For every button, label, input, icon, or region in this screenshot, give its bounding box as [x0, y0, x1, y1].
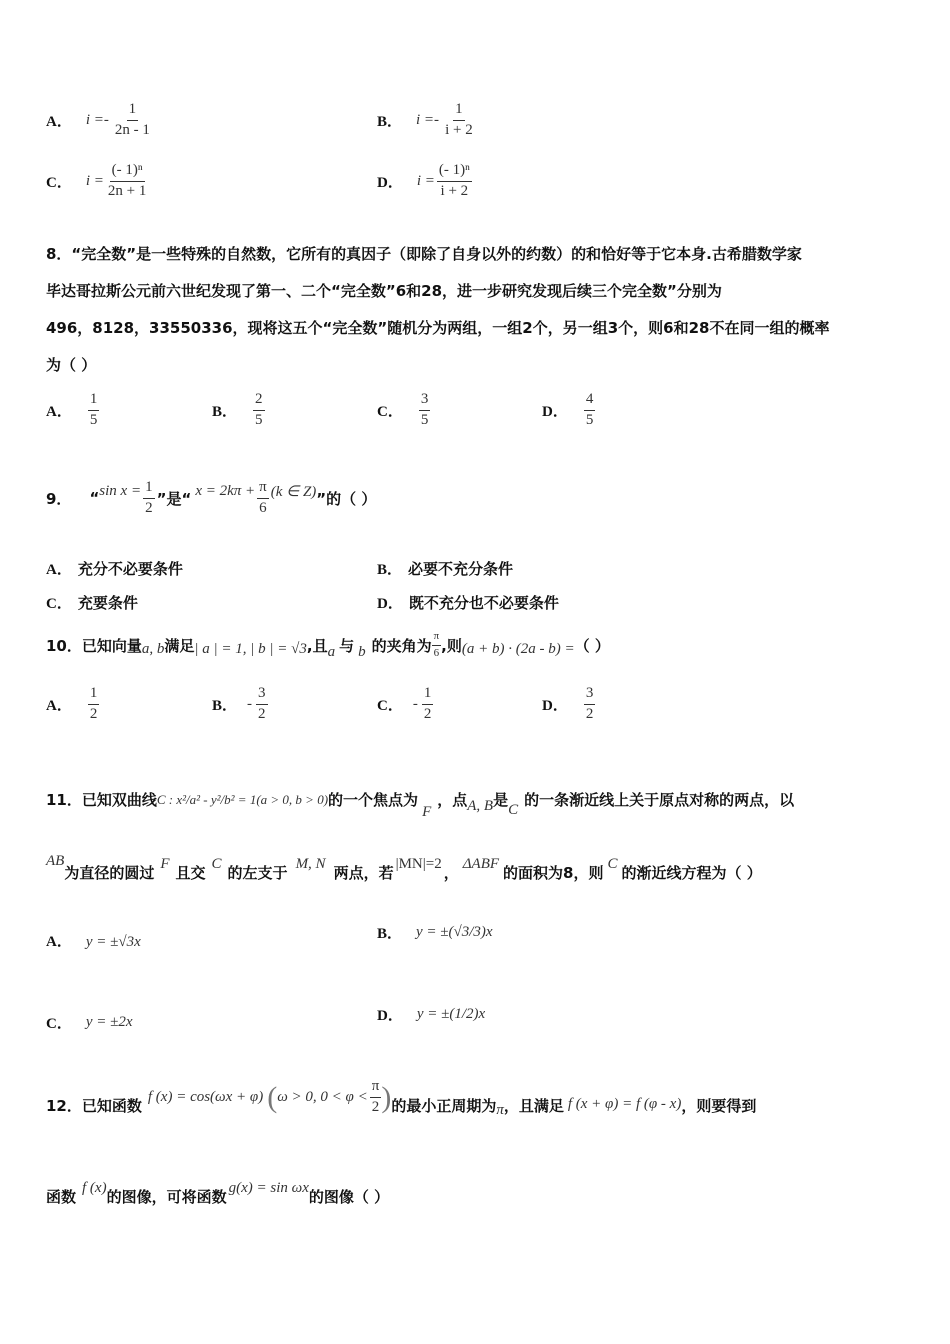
question-text-line: 为（ ） — [46, 356, 97, 374]
option-label: A． — [46, 934, 72, 950]
fraction-numerator: 2 — [253, 392, 265, 411]
question-11-line-2 — [46, 846, 762, 883]
question-text-line: 8．“完全数”是一些特殊的自然数，它所有的真因子（即除了自身以外的约数）的和恰好等于它本身.古希腊数学家 — [46, 245, 802, 263]
option-label: D． — [377, 596, 403, 612]
fraction — [443, 102, 475, 139]
fraction-numerator: 1 — [453, 102, 465, 121]
math-expression: g(x) = sin ωx — [228, 1180, 309, 1196]
option-label: B． — [377, 926, 403, 942]
math-expression: C : x²/a² - y²/b² = 1(a > 0, b > 0) — [156, 791, 329, 807]
question-10 — [46, 630, 610, 661]
math-expression: π — [496, 1102, 504, 1118]
question-text: 的夹角为 — [371, 637, 432, 655]
math-expression: A, B — [467, 798, 494, 814]
option-label: A． — [46, 562, 72, 578]
fraction-numerator: 1 — [88, 392, 100, 411]
q8-option-d[interactable] — [542, 392, 595, 429]
question-text: ， — [443, 864, 459, 882]
fraction-denominator: 2 — [585, 705, 594, 722]
fraction-denominator: 2 — [423, 705, 432, 722]
question-text: 且交 — [175, 864, 206, 882]
question-text: 函数 — [46, 1188, 77, 1206]
question-text: 的一条渐近线上关于原点对称的两点，以 — [524, 791, 795, 809]
q11-option-d[interactable] — [377, 1004, 485, 1025]
question-text: ”是“ — [156, 489, 192, 508]
fraction — [584, 392, 596, 429]
question-text: 的最小正周期为 — [391, 1097, 497, 1115]
option-label: D． — [542, 403, 568, 420]
fraction-denominator: 5 — [255, 411, 263, 428]
fraction — [256, 686, 268, 723]
question-text: 的图像，可将函数 — [106, 1188, 227, 1206]
math-expression: x = 2kπ + — [195, 482, 256, 499]
fraction — [584, 686, 596, 723]
fraction-denominator: i + 2 — [445, 121, 473, 138]
q7-option-a[interactable] — [46, 102, 152, 139]
fraction-denominator: i + 2 — [440, 182, 469, 199]
question-text: 两点，若 — [333, 864, 394, 882]
question-text-line: 毕达哥拉斯公元前六世纪发现了第一、二个“完全数”6和28，进一步研究发现后续三个完全数”分别为 — [46, 282, 722, 300]
math-expression: ΔABF — [462, 856, 500, 872]
math-expression: a — [327, 644, 336, 660]
fraction — [257, 480, 269, 517]
question-text: 的图像（ ） — [308, 1188, 390, 1206]
question-text: ”的（ ） — [316, 489, 377, 508]
fraction — [370, 1079, 382, 1116]
math-expression: b — [358, 644, 366, 660]
question-9 — [46, 480, 376, 517]
math-expression: | a | = 1, | b | = √3 — [194, 641, 307, 657]
fraction-numerator: π — [257, 480, 269, 499]
question-text: 10．已知向量 — [46, 637, 142, 655]
fraction-numerator: 3 — [419, 392, 431, 411]
q7-option-d[interactable] — [377, 163, 472, 200]
question-text: 的一个焦点为 — [328, 791, 419, 809]
q7-option-c[interactable] — [46, 163, 148, 200]
question-text: ，则要得到 — [681, 1097, 757, 1115]
fraction — [419, 392, 431, 429]
q9-option-b[interactable] — [377, 558, 513, 579]
math-expression: a, b — [141, 641, 165, 657]
option-label: C． — [46, 174, 72, 191]
option-expression: y = ±(1/2)x — [416, 1006, 486, 1022]
fraction-numerator: 3 — [256, 686, 268, 705]
option-label: B． — [212, 697, 238, 714]
math-expression: F — [160, 856, 170, 872]
question-number: 9． — [46, 489, 72, 508]
option-label: B． — [212, 403, 238, 420]
q7-option-b[interactable] — [377, 102, 475, 139]
fraction-denominator: 6 — [433, 647, 440, 659]
math-expression: |MN|=2 — [395, 856, 442, 872]
question-8 — [46, 236, 906, 384]
option-label: B． — [377, 562, 403, 578]
fraction — [88, 686, 100, 723]
math-expression: C — [508, 802, 519, 818]
fraction-denominator: 6 — [259, 499, 267, 516]
option-label: B． — [377, 113, 403, 130]
q11-option-a[interactable] — [46, 930, 141, 951]
fraction — [113, 102, 152, 139]
q8-option-b[interactable] — [212, 392, 265, 429]
fraction-denominator: 2 — [371, 1099, 380, 1115]
option-text: 必要不充分条件 — [408, 560, 514, 578]
fraction-denominator: 5 — [585, 411, 594, 428]
fraction-denominator: 5 — [89, 411, 98, 428]
option-label: A． — [46, 697, 72, 714]
sign: - — [247, 695, 253, 712]
q11-option-c[interactable] — [46, 1012, 133, 1033]
question-text: 的左支于 — [227, 864, 288, 882]
option-text: 充分不必要条件 — [77, 560, 183, 578]
option-text: 既不充分也不必要条件 — [408, 594, 559, 612]
fraction-numerator: (- 1)ⁿ — [437, 163, 472, 182]
fraction-numerator: 4 — [584, 392, 596, 411]
question-text: 的渐近线方程为（ ） — [621, 864, 762, 882]
q9-option-d[interactable] — [377, 592, 559, 613]
math-lhs: i =- — [85, 111, 109, 128]
q10-option-d[interactable] — [542, 686, 595, 723]
fraction-numerator: 1 — [422, 686, 434, 705]
option-label: A． — [46, 113, 72, 130]
fraction-denominator: 2 — [145, 499, 153, 516]
option-label: C． — [46, 596, 72, 612]
fraction — [437, 163, 472, 200]
question-text: 与 — [339, 637, 355, 655]
math-expression: (k ∈ Z) — [270, 483, 317, 500]
math-expression: AB — [46, 853, 65, 869]
option-text: 充要条件 — [77, 594, 138, 612]
fraction-numerator: (- 1)ⁿ — [110, 163, 145, 182]
fraction — [88, 392, 100, 429]
math-expression: f (x) = cos(ωx + φ) — [147, 1089, 264, 1105]
fraction-numerator: 1 — [127, 102, 139, 121]
option-label: D． — [377, 174, 403, 191]
math-expression: F — [422, 804, 432, 820]
math-expression: f (x + φ) = f (φ - x) — [567, 1096, 682, 1112]
paren-close: ) — [381, 1080, 392, 1114]
fraction-denominator: 5 — [420, 411, 429, 428]
question-text: 12．已知函数 — [46, 1097, 142, 1115]
paren-open: ( — [267, 1080, 278, 1114]
fraction-numerator: π — [370, 1079, 382, 1098]
q10-option-c[interactable] — [377, 686, 433, 723]
question-text: ，点 — [437, 791, 468, 809]
math-expression: (a + b) · (2a - b) = — [461, 641, 575, 657]
q9-option-a[interactable] — [46, 558, 183, 579]
q10-option-a[interactable] — [46, 686, 99, 723]
option-expression: y = ±√3x — [85, 934, 141, 950]
q8-option-a[interactable] — [46, 392, 99, 429]
math-expression: ω > 0, 0 < φ < — [277, 1089, 368, 1105]
option-label: C． — [377, 403, 403, 420]
question-text: 11．已知双曲线 — [46, 791, 157, 809]
quote-mark: “ — [89, 489, 100, 508]
question-12-line-1 — [46, 1076, 756, 1119]
fraction-denominator: 2n - 1 — [114, 121, 150, 138]
question-text: （ ） — [574, 637, 610, 655]
question-text: 为直径的圆过 — [64, 864, 155, 882]
option-label: D． — [377, 1008, 403, 1024]
option-label: D． — [542, 697, 568, 714]
sign: - — [412, 695, 418, 712]
fraction — [422, 686, 434, 723]
option-expression: y = ±2x — [85, 1014, 133, 1030]
fraction — [253, 392, 265, 429]
math-lhs: i = — [416, 172, 435, 189]
q8-option-c[interactable] — [377, 392, 430, 429]
question-12-line-2 — [46, 1170, 389, 1207]
math-lhs: i = — [85, 172, 104, 189]
fraction — [106, 163, 148, 200]
option-expression: y = ±(√3/3)x — [416, 924, 493, 940]
q11-option-b[interactable] — [377, 922, 493, 943]
question-text: 是 — [493, 791, 509, 809]
option-label: C． — [377, 697, 403, 714]
math-expression: C — [211, 856, 222, 872]
fraction — [143, 480, 155, 517]
fraction-denominator: 2 — [89, 705, 98, 722]
math-expression: sin x = — [99, 482, 142, 499]
q10-option-b[interactable] — [212, 686, 268, 723]
option-label: A． — [46, 403, 72, 420]
question-text: ,且 — [306, 637, 328, 655]
fraction-numerator: π — [432, 631, 442, 646]
question-text: 满足 — [164, 637, 195, 655]
question-text: ，且满足 — [503, 1097, 564, 1115]
fraction-denominator: 2 — [258, 705, 266, 722]
math-expression: C — [607, 856, 618, 872]
question-11-line-1 — [46, 778, 794, 821]
math-expression: M, N — [295, 856, 326, 872]
fraction-numerator: 1 — [143, 480, 155, 499]
fraction — [432, 631, 442, 659]
math-expression: f (x) — [82, 1180, 107, 1196]
fraction-numerator: 1 — [88, 686, 100, 705]
fraction-numerator: 3 — [584, 686, 596, 705]
question-text: ,则 — [441, 637, 462, 655]
q9-option-c[interactable] — [46, 592, 138, 613]
option-label: C． — [46, 1016, 72, 1032]
question-text: 的面积为8，则 — [503, 864, 604, 882]
fraction-denominator: 2n + 1 — [107, 182, 147, 199]
math-lhs: i =- — [416, 111, 440, 128]
question-text-line: 496，8128，33550336，现将这五个“完全数”随机分为两组，一组2个，另一组3个，则6和28不在同一组的概率 — [46, 319, 830, 337]
